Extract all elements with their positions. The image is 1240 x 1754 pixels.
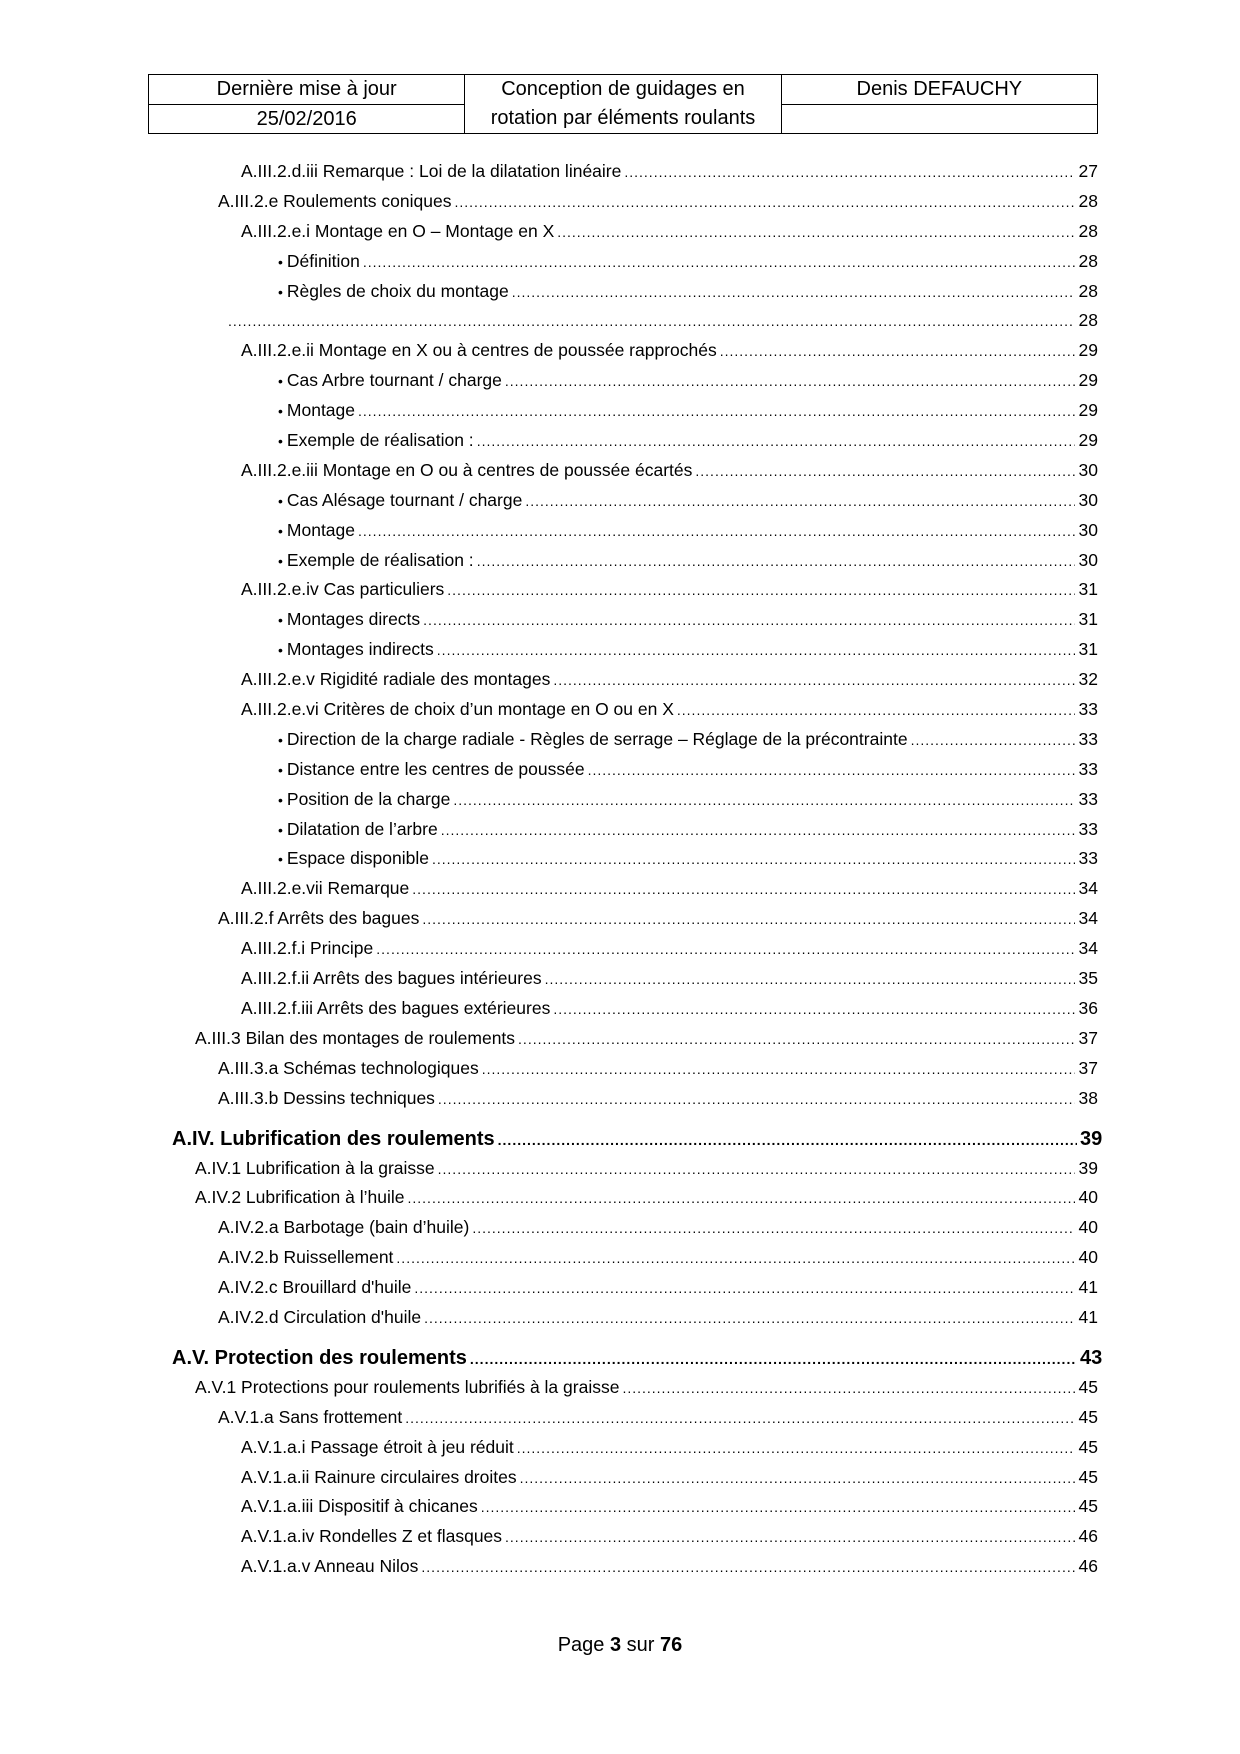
toc-entry-page-number: 31 (1078, 609, 1098, 630)
document-title-line1: Conception de guidages en (501, 78, 745, 100)
toc-entry-page-number: 40 (1078, 1217, 1098, 1238)
toc-entry-page-number: 33 (1078, 788, 1098, 809)
toc-entry[interactable] (0, 729, 1240, 759)
toc-entry[interactable] (0, 1347, 1240, 1377)
toc-entry[interactable] (0, 1377, 1240, 1407)
toc-entry-title: A.III.3 Bilan des montages de roulements (195, 1027, 516, 1048)
toc-entry-title: Position de la charge (286, 788, 451, 809)
toc-entry-title: Montages indirects (286, 639, 434, 660)
toc-entry[interactable] (0, 878, 1240, 908)
last-update-label: Dernière mise à jour (149, 75, 465, 105)
toc-entry-page-number: 45 (1078, 1436, 1098, 1457)
document-title (465, 75, 781, 134)
toc-entry-title: A.III.3.b Dessins techniques (218, 1087, 435, 1108)
toc-entry[interactable] (0, 1247, 1240, 1277)
dot-leader (695, 463, 1075, 479)
toc-entry[interactable] (0, 759, 1240, 789)
document-header (148, 74, 1098, 134)
table-of-contents (0, 161, 1240, 1586)
dot-leader (517, 1440, 1075, 1456)
toc-entry-title: A.V.1.a.ii Rainure circulaires droites (241, 1466, 517, 1487)
toc-entry-title: A.III.2.e.v Rigidité radiale des montages (241, 669, 551, 690)
dot-leader (412, 881, 1075, 897)
toc-entry-page-number: 30 (1078, 459, 1098, 480)
toc-entry-title: Exemple de réalisation : (286, 549, 474, 570)
dot-leader (408, 1190, 1076, 1206)
toc-entry[interactable] (0, 1028, 1240, 1058)
toc-entry[interactable] (0, 520, 1240, 550)
footer-total-pages: 76 (660, 1634, 683, 1656)
toc-entry-title: Cas Arbre tournant / charge (286, 370, 502, 391)
toc-entry[interactable] (0, 221, 1240, 251)
toc-entry[interactable] (0, 699, 1240, 729)
dot-leader (470, 1351, 1077, 1367)
toc-entry-title: A.III.2.e.i Montage en O – Montage en X (241, 220, 555, 241)
toc-entry-title: Montages directs (286, 609, 421, 630)
toc-entry-page-number: 46 (1078, 1526, 1098, 1547)
author-empty-cell (781, 104, 1097, 134)
dot-leader (477, 553, 1075, 569)
toc-entry-page-number: 37 (1078, 1027, 1098, 1048)
toc-entry-title: A.IV.2 Lubrification à l’huile (195, 1187, 405, 1208)
toc-entry[interactable] (0, 251, 1240, 281)
toc-entry-page-number: 33 (1078, 848, 1098, 869)
toc-entry-page-number: 46 (1078, 1556, 1098, 1577)
dot-leader (363, 254, 1075, 270)
dot-leader (482, 1061, 1075, 1077)
toc-entry[interactable] (0, 669, 1240, 699)
toc-entry-page-number: 28 (1078, 250, 1098, 271)
dot-leader (453, 792, 1075, 808)
bullet-icon: • (278, 552, 283, 569)
toc-entry[interactable] (0, 400, 1240, 430)
toc-entry[interactable] (0, 819, 1240, 849)
toc-entry[interactable] (0, 1407, 1240, 1437)
toc-entry-page-number: 34 (1078, 908, 1098, 929)
toc-entry[interactable] (0, 848, 1240, 878)
dot-leader (498, 1132, 1077, 1148)
toc-entry-title: Direction de la charge radiale - Règles de serrage – Réglage de la précontrainte (286, 728, 908, 749)
dot-leader (505, 373, 1075, 389)
bullet-icon: • (278, 642, 283, 659)
toc-entry-title: A.III.3.a Schémas technologiques (218, 1057, 479, 1078)
bullet-icon: • (278, 851, 283, 868)
toc-entry-title: A.V.1.a.iii Dispositif à chicanes (241, 1496, 478, 1517)
dot-leader (432, 851, 1075, 867)
toc-entry-page-number: 41 (1078, 1306, 1098, 1327)
toc-entry[interactable] (0, 460, 1240, 490)
toc-entry-page-number: 29 (1078, 430, 1098, 451)
toc-entry[interactable] (0, 998, 1240, 1028)
toc-entry[interactable] (0, 281, 1240, 311)
bullet-icon: • (278, 403, 283, 420)
toc-entry-page-number: 40 (1078, 1187, 1098, 1208)
toc-entry-title: A.III.2.f.iii Arrêts des bagues extérieures (241, 997, 551, 1018)
toc-entry-page-number: 29 (1078, 340, 1098, 361)
dot-leader (911, 732, 1075, 748)
toc-entry-title: A.IV.2.c Brouillard d'huile (218, 1277, 412, 1298)
toc-entry[interactable] (0, 430, 1240, 460)
toc-entry-page-number: 36 (1078, 997, 1098, 1018)
dot-leader (376, 941, 1075, 957)
toc-entry-title: A.V.1.a.i Passage étroit à jeu réduit (241, 1436, 514, 1457)
footer-page-prefix: Page (557, 1634, 605, 1656)
toc-entry-title: A.III.2.e.ii Montage en X ou à centres de poussée rapprochés (241, 340, 717, 361)
toc-entry-page-number: 41 (1078, 1277, 1098, 1298)
toc-entry-title: A.V.1.a.iv Rondelles Z et flasques (241, 1526, 503, 1547)
bullet-icon: • (278, 373, 283, 390)
toc-entry-page-number: 28 (1078, 190, 1098, 211)
dot-leader (677, 702, 1075, 718)
toc-entry-title: Montage (286, 400, 356, 421)
footer-sur: sur (626, 1634, 655, 1656)
toc-entry[interactable] (0, 340, 1240, 370)
toc-entry-page-number: 30 (1078, 519, 1098, 540)
dot-leader (557, 224, 1075, 240)
toc-entry-title: A.III.2.e Roulements coniques (218, 190, 452, 211)
toc-entry[interactable] (0, 968, 1240, 998)
toc-entry-title: A.III.2.e.vii Remarque (241, 878, 410, 899)
toc-entry-page-number: 39 (1078, 1157, 1098, 1178)
toc-entry[interactable] (0, 1526, 1240, 1556)
dot-leader (447, 582, 1075, 598)
toc-entry-page-number: 28 (1078, 310, 1098, 331)
dot-leader (622, 1380, 1075, 1396)
bullet-icon: • (278, 522, 283, 539)
toc-entry-title: Montage (286, 519, 356, 540)
toc-entry-page-number: 45 (1078, 1496, 1098, 1517)
page-footer (0, 1634, 1240, 1657)
author-name: Denis DEFAUCHY (781, 75, 1097, 105)
dot-leader (553, 1001, 1075, 1017)
dot-leader (588, 762, 1075, 778)
toc-entry-title: Cas Alésage tournant / charge (286, 489, 523, 510)
dot-leader (454, 194, 1075, 210)
toc-entry-page-number: 43 (1080, 1346, 1103, 1369)
toc-entry[interactable] (0, 1556, 1240, 1586)
toc-entry-title: A.V.1.a Sans frottement (218, 1406, 403, 1427)
toc-entry[interactable] (0, 1158, 1240, 1188)
toc-entry[interactable] (0, 609, 1240, 639)
toc-entry-page-number: 45 (1078, 1406, 1098, 1427)
toc-entry-title: A.III.2.f.i Principe (241, 938, 374, 959)
toc-entry-page-number: 27 (1078, 161, 1098, 181)
toc-entry[interactable] (0, 1277, 1240, 1307)
toc-entry-page-number: 35 (1078, 968, 1098, 989)
last-update-date: 25/02/2016 (149, 104, 465, 134)
toc-entry[interactable] (0, 1496, 1240, 1526)
document-title-line2: rotation par éléments roulants (490, 107, 756, 129)
toc-entry-page-number: 31 (1078, 579, 1098, 600)
dot-leader (553, 672, 1075, 688)
dot-leader (477, 433, 1075, 449)
toc-entry-page-number: 32 (1078, 669, 1098, 690)
toc-entry-page-number: 29 (1078, 370, 1098, 391)
footer-current-page: 3 (609, 1634, 622, 1656)
toc-entry-title: Définition (286, 250, 360, 271)
dot-leader (421, 1559, 1075, 1575)
toc-entry-page-number: 40 (1078, 1247, 1098, 1268)
dot-leader (505, 1529, 1075, 1545)
toc-entry[interactable] (0, 490, 1240, 520)
toc-entry[interactable] (0, 908, 1240, 938)
toc-entry[interactable] (0, 1128, 1240, 1158)
toc-entry-title: A.V.1 Protections pour roulements lubrifiés à la graisse (195, 1376, 620, 1397)
toc-entry-page-number: 34 (1078, 938, 1098, 959)
toc-entry-page-number: 29 (1078, 400, 1098, 421)
toc-entry-title: Espace disponible (286, 848, 429, 869)
toc-entry-title: A.III.2.f Arrêts des bagues (218, 908, 420, 929)
toc-entry[interactable] (0, 370, 1240, 400)
toc-entry-page-number: 39 (1080, 1127, 1103, 1150)
toc-entry[interactable] (0, 1058, 1240, 1088)
toc-entry[interactable] (0, 550, 1240, 580)
toc-entry-page-number: 28 (1078, 280, 1098, 301)
toc-entry[interactable] (0, 639, 1240, 669)
dot-leader (405, 1410, 1075, 1426)
toc-entry-page-number: 28 (1078, 220, 1098, 241)
dot-leader (481, 1499, 1075, 1515)
toc-entry-title: Exemple de réalisation : (286, 430, 474, 451)
bullet-icon: • (278, 612, 283, 629)
toc-entry-page-number: 37 (1078, 1057, 1098, 1078)
dot-leader (438, 1091, 1075, 1107)
dot-leader (358, 523, 1075, 539)
dot-leader (358, 403, 1075, 419)
toc-entry-title: A.IV.1 Lubrification à la graisse (195, 1157, 435, 1178)
toc-entry[interactable] (0, 579, 1240, 609)
toc-entry[interactable] (0, 1467, 1240, 1497)
toc-entry-title: A.V.1.a.v Anneau Nilos (241, 1556, 419, 1577)
dot-leader (472, 1220, 1075, 1236)
dot-leader (414, 1280, 1075, 1296)
toc-entry[interactable] (0, 938, 1240, 968)
toc-entry[interactable] (0, 789, 1240, 819)
toc-entry[interactable] (0, 1437, 1240, 1467)
toc-entry[interactable] (0, 1217, 1240, 1247)
toc-entry-title: Règles de choix du montage (286, 280, 509, 301)
toc-entry-page-number: 30 (1078, 549, 1098, 570)
toc-entry-page-number: 33 (1078, 818, 1098, 839)
bullet-icon: • (278, 821, 283, 838)
dot-leader (520, 1470, 1075, 1486)
dot-leader (422, 911, 1075, 927)
bullet-icon: • (278, 761, 283, 778)
bullet-icon: • (278, 791, 283, 808)
toc-entry-title: A.IV. Lubrification des roulements (172, 1127, 495, 1150)
bullet-icon: • (278, 433, 283, 450)
dot-leader (720, 343, 1075, 359)
toc-entry-page-number: 34 (1078, 878, 1098, 899)
toc-entry[interactable] (0, 310, 1240, 340)
bullet-icon: • (278, 731, 283, 748)
dot-leader (423, 612, 1075, 628)
toc-entry-title: A.IV.2.b Ruissellement (218, 1247, 394, 1268)
bullet-icon: • (278, 492, 283, 509)
toc-entry-page-number: 33 (1078, 699, 1098, 720)
dot-leader (396, 1250, 1075, 1266)
toc-entry-page-number: 33 (1078, 728, 1098, 749)
toc-entry-title: A.V. Protection des roulements (172, 1346, 467, 1369)
toc-entry-title: A.IV.2.d Circulation d'huile (218, 1306, 422, 1327)
bullet-icon: • (278, 253, 283, 270)
toc-entry[interactable] (0, 1187, 1240, 1217)
dot-leader (228, 313, 1075, 329)
dot-leader (438, 1161, 1075, 1177)
toc-entry-title: A.IV.2.a Barbotage (bain d’huile) (218, 1217, 470, 1238)
dot-leader (525, 493, 1075, 509)
dot-leader (624, 164, 1075, 180)
toc-entry-title: Distance entre les centres de poussée (286, 758, 585, 779)
dot-leader (518, 1031, 1075, 1047)
toc-entry[interactable] (0, 1307, 1240, 1337)
toc-entry-title: A.III.2.f.ii Arrêts des bagues intérieures (241, 968, 542, 989)
toc-entry-title: A.III.2.d.iii Remarque : Loi de la dilatation linéaire (241, 161, 622, 181)
toc-entry-page-number: 33 (1078, 758, 1098, 779)
toc-entry[interactable] (0, 1088, 1240, 1118)
dot-leader (545, 971, 1075, 987)
dot-leader (424, 1310, 1075, 1326)
toc-entry[interactable] (0, 161, 1240, 191)
toc-entry-title: A.III.2.e.vi Critères de choix d’un montage en O ou en X (241, 699, 674, 720)
toc-entry-page-number: 45 (1078, 1376, 1098, 1397)
dot-leader (512, 284, 1075, 300)
toc-entry-title: A.III.2.e.iv Cas particuliers (241, 579, 445, 600)
bullet-icon: • (278, 283, 283, 300)
toc-entry-title: A.III.2.e.iii Montage en O ou à centres de poussée écartés (241, 459, 693, 480)
toc-entry-page-number: 38 (1078, 1087, 1098, 1108)
toc-entry-page-number: 31 (1078, 639, 1098, 660)
toc-entry[interactable] (0, 191, 1240, 221)
toc-entry-title: Dilatation de l’arbre (286, 818, 438, 839)
toc-entry-page-number: 30 (1078, 489, 1098, 510)
toc-entry-page-number: 45 (1078, 1466, 1098, 1487)
dot-leader (441, 822, 1075, 838)
dot-leader (437, 642, 1075, 658)
